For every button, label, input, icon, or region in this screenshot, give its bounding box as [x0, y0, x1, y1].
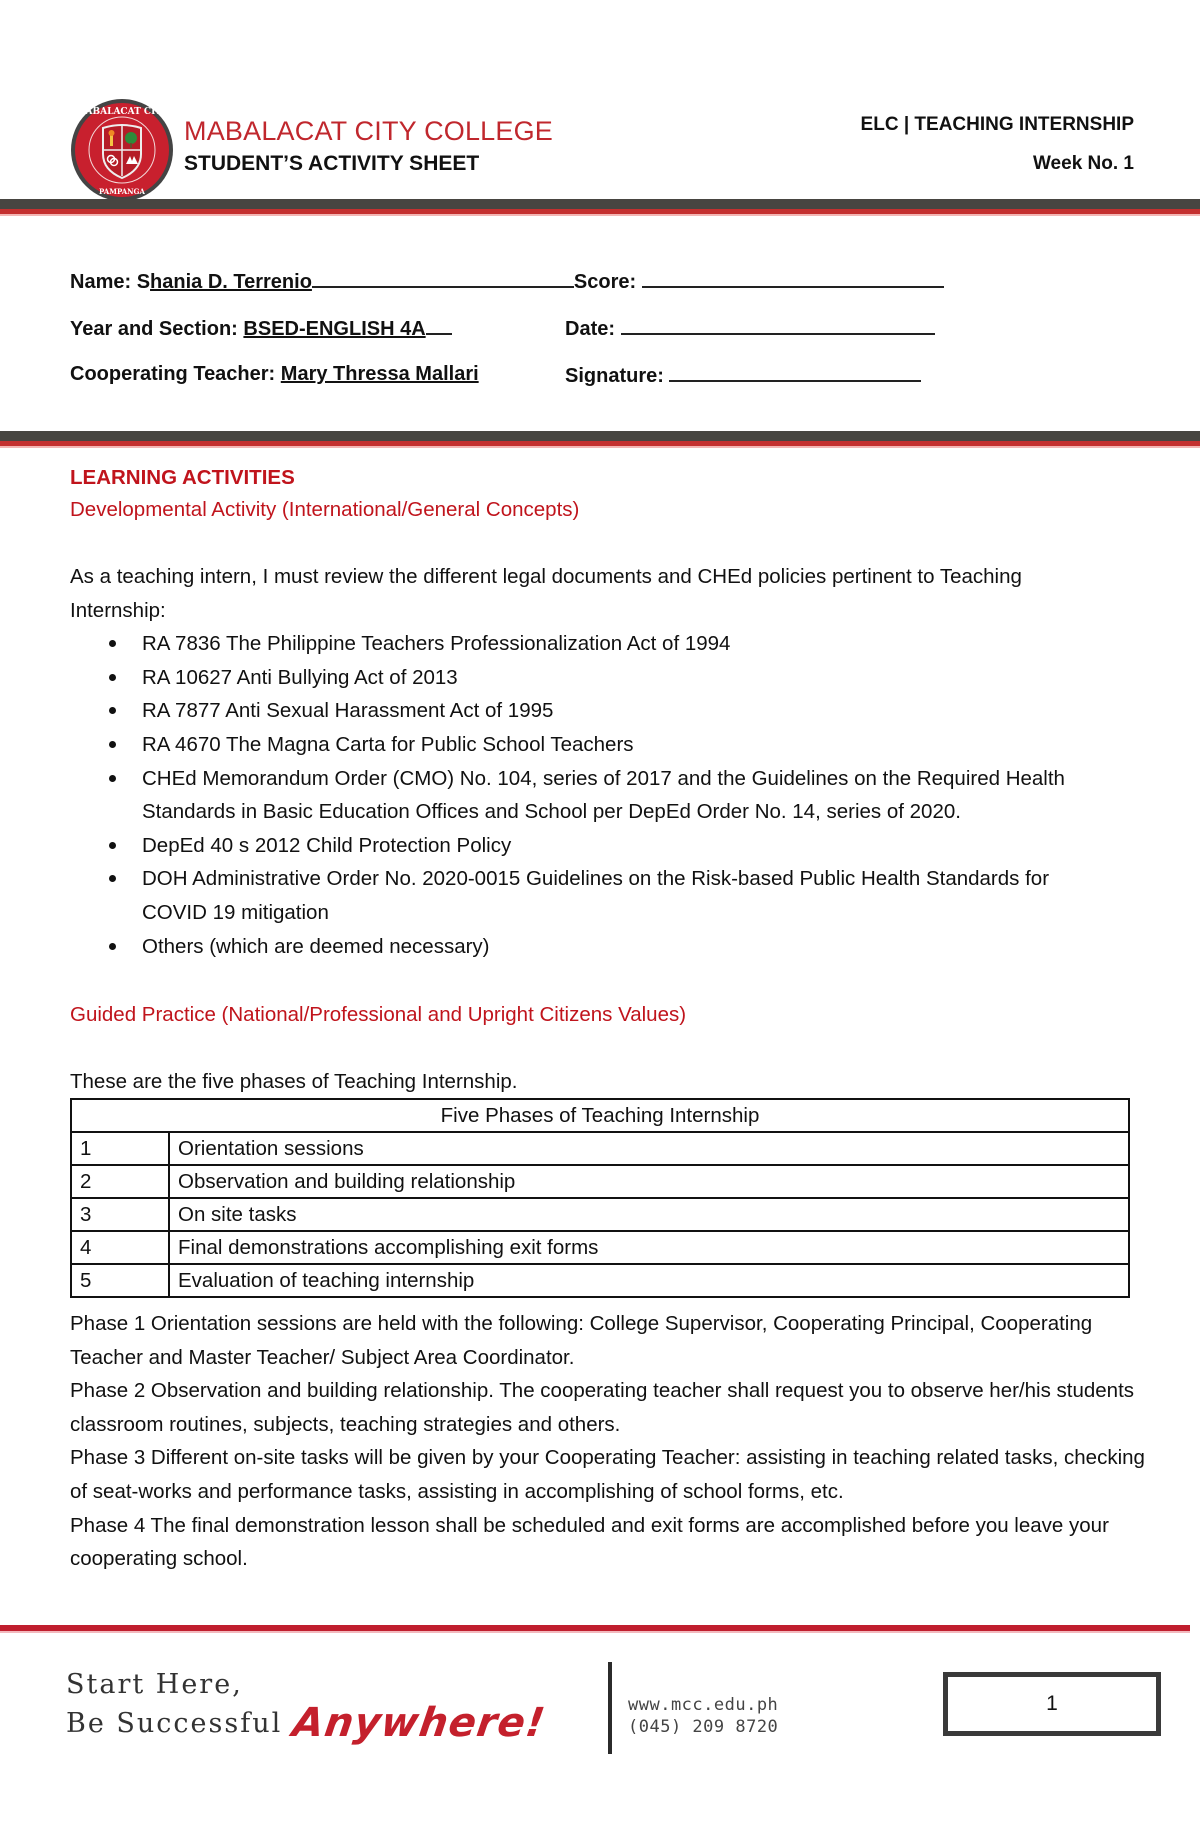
list-item: CHEd Memorandum Order (CMO) No. 104, series of 2017 and the Guidelines on the Required Health Standards in Basic Education Offices and School per DepEd Order No. 14, series of 2020. — [142, 762, 1130, 829]
phase-number: 2 — [71, 1165, 169, 1198]
date-field[interactable] — [621, 315, 935, 335]
page-number: 1 — [1046, 1692, 1058, 1715]
list-item: DepEd 40 s 2012 Child Protection Policy — [142, 829, 1130, 863]
learning-activities-heading: LEARNING ACTIVITIES — [70, 466, 295, 489]
phase-name: Final demonstrations accomplishing exit forms — [169, 1231, 1129, 1264]
developmental-title: Developmental Activity (International/General Concepts) — [70, 498, 580, 521]
info-divider — [0, 431, 1200, 448]
date-label: Date: — [565, 318, 616, 340]
phase-descriptions — [70, 1307, 1145, 1576]
year-section-row — [70, 315, 452, 341]
signature-row — [565, 362, 921, 388]
signature-field[interactable] — [669, 362, 921, 382]
brand-block — [184, 116, 553, 176]
page-number-box — [943, 1672, 1161, 1736]
phase-3-description: Phase 3 Different on-site tasks will be given by your Cooperating Teacher: assisting in teaching related tasks, checking of seat-works and performance tasks, assisting in accomplishing of school forms, etc. — [70, 1446, 1145, 1503]
course-label: ELC | TEACHING INTERNSHIP — [860, 114, 1134, 135]
footer-slogan — [66, 1668, 549, 1746]
sheet-title: STUDENT’S ACTIVITY SHEET — [184, 152, 480, 175]
phase-name: On site tasks — [169, 1198, 1129, 1231]
name-value[interactable]: hania D. Terrenio — [150, 271, 312, 293]
college-seal-icon — [70, 98, 174, 202]
year-section-value[interactable]: BSED-ENGLISH 4A — [243, 318, 426, 340]
footer-separator — [608, 1662, 612, 1754]
svg-text:PAMPANGA: PAMPANGA — [99, 187, 145, 196]
date-row — [565, 315, 935, 341]
table-header: Five Phases of Teaching Internship — [71, 1099, 1129, 1132]
table-header-row — [71, 1099, 1129, 1132]
slogan-accent: Anywhere! — [289, 1700, 549, 1746]
table-row — [71, 1198, 1129, 1231]
teacher-value[interactable]: Mary Thressa Mallari — [280, 363, 479, 385]
contact-info — [628, 1694, 778, 1738]
phase-4-description: Phase 4 The final demonstration lesson shall be scheduled and exit forms are accomplished before you leave your cooperating school. — [70, 1513, 1109, 1571]
year-section-label: Year and Section: — [70, 318, 238, 340]
phase-number: 3 — [71, 1198, 169, 1231]
college-name: MABALACAT CITY COLLEGE — [184, 116, 554, 146]
teacher-row — [70, 362, 479, 386]
table-row — [71, 1231, 1129, 1264]
course-info — [861, 114, 1134, 175]
phase-number: 4 — [71, 1231, 169, 1264]
college-logo — [70, 98, 174, 202]
slogan-line-1: Start Here, — [66, 1669, 243, 1700]
phase-1-description: Phase 1 Orientation sessions are held with the following: College Supervisor, Cooperating Principal, Cooperating Teacher and Master Teacher/ Subject Area Coordinator. — [70, 1312, 1093, 1369]
header-divider — [0, 199, 1200, 216]
table-row — [71, 1165, 1129, 1198]
guided-practice-section — [70, 998, 1130, 1098]
slogan-line-2: Be Successful — [66, 1708, 283, 1739]
table-row — [71, 1264, 1129, 1297]
list-item: RA 4670 The Magna Carta for Public School Teachers — [142, 728, 1130, 762]
week-number: Week No. 1 — [1032, 153, 1134, 174]
signature-label: Signature: — [565, 365, 664, 387]
list-item: RA 7877 Anti Sexual Harassment Act of 1995 — [142, 694, 1130, 728]
phase-number: 5 — [71, 1264, 169, 1297]
phone-number: (045) 209 8720 — [628, 1717, 779, 1737]
svg-text:MABALACAT CITY: MABALACAT CITY — [75, 107, 169, 117]
teacher-label: Cooperating Teacher: — [70, 363, 276, 385]
guided-practice-title: Guided Practice (National/Professional and Upright Citizens Values) — [70, 1003, 687, 1026]
list-item: DOH Administrative Order No. 2020-0015 Guidelines on the Risk-based Public Health Standards for COVID 19 mitigation — [142, 862, 1082, 929]
name-label: Name: S — [70, 271, 151, 293]
score-label: Score: — [573, 271, 637, 293]
score-field[interactable] — [642, 268, 944, 288]
year-section-blank-line — [426, 315, 452, 335]
phase-2-description: Phase 2 Observation and building relationship. The cooperating teacher shall request you to observe her/his students classroom routines, subjects, teaching strategies and others. — [70, 1379, 1135, 1436]
phase-name: Evaluation of teaching internship — [169, 1264, 1129, 1297]
list-item: RA 7836 The Philippine Teachers Professionalization Act of 1994 — [142, 627, 1130, 661]
table-row — [71, 1132, 1129, 1165]
list-item: RA 10627 Anti Bullying Act of 2013 — [142, 661, 1130, 695]
phase-name: Observation and building relationship — [169, 1165, 1129, 1198]
guided-intro: These are the five phases of Teaching Internship. — [70, 1069, 518, 1093]
phases-table — [70, 1098, 1130, 1298]
phase-name: Orientation sessions — [169, 1132, 1129, 1165]
name-blank-line — [312, 268, 574, 288]
footer-divider — [0, 1625, 1190, 1633]
phase-number: 1 — [71, 1132, 169, 1165]
developmental-section — [70, 462, 1130, 963]
legal-documents-list — [70, 627, 1130, 963]
list-item: Others (which are deemed necessary) — [142, 930, 1130, 964]
website-link[interactable]: www.mcc.edu.ph — [628, 1695, 779, 1715]
name-row — [70, 268, 944, 294]
developmental-intro: As a teaching intern, I must review the different legal documents and CHEd policies pertinent to Teaching Internship: — [70, 565, 1022, 622]
